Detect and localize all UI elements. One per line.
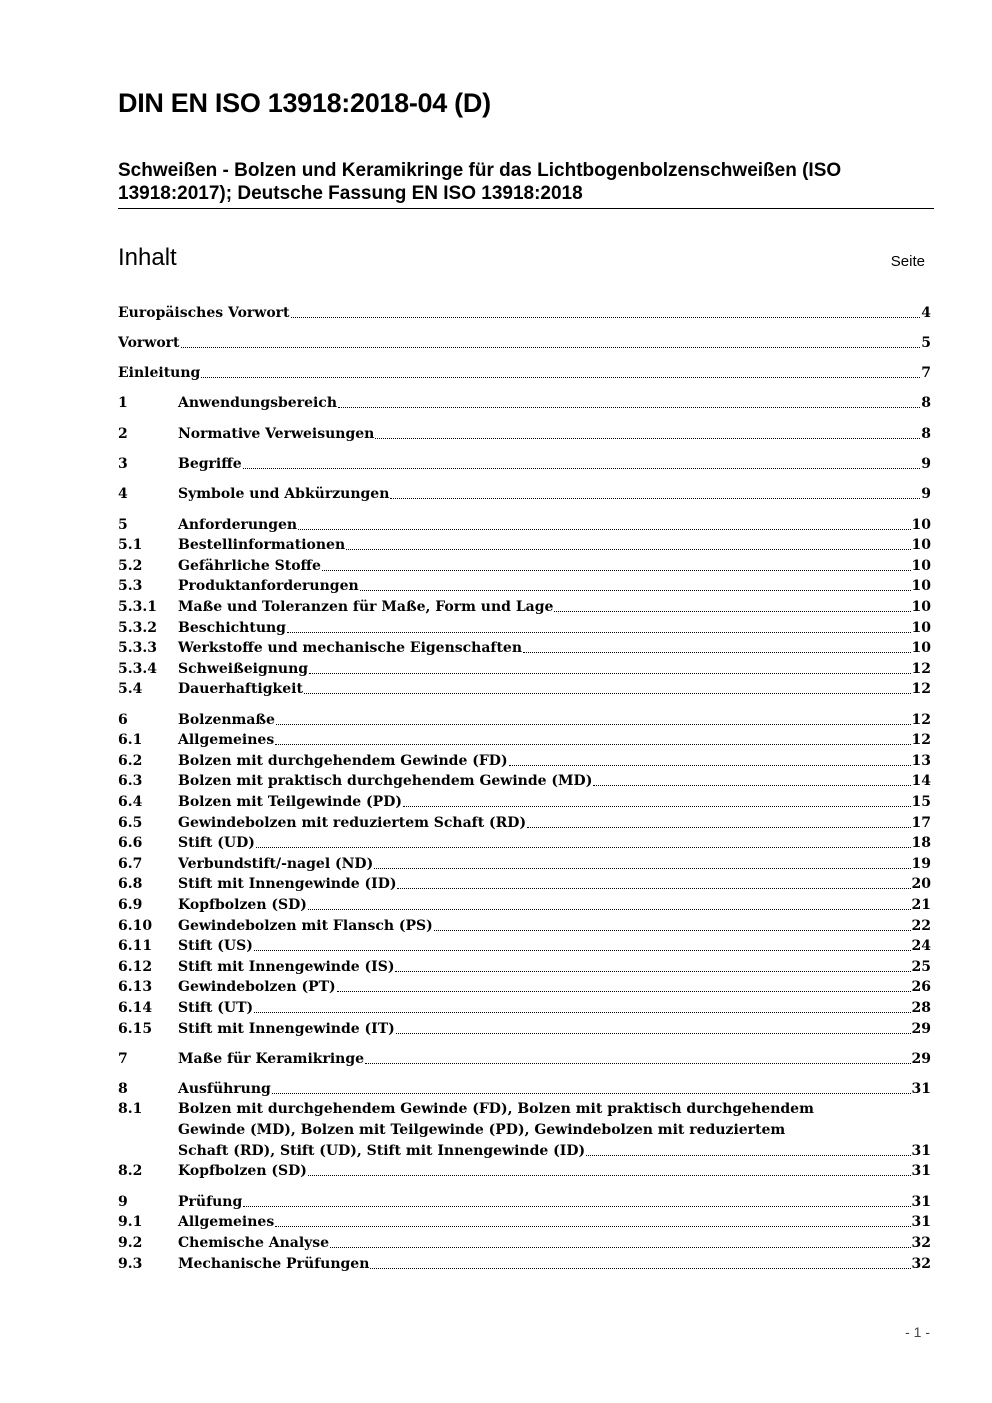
toc-entry-number: 3 (118, 456, 128, 472)
dot-leader (554, 611, 910, 612)
dot-leader (360, 590, 911, 591)
toc-entry-title: Stift mit Innengewinde (IT) (178, 1020, 395, 1037)
toc-entry-page: 21 (911, 896, 931, 913)
toc-entry[interactable] (118, 576, 931, 597)
dot-leader (291, 317, 921, 318)
toc-entry-page: 13 (911, 752, 931, 769)
toc-entry[interactable] (118, 1212, 931, 1233)
toc-entry-title: Chemische Analyse (178, 1234, 330, 1251)
toc-entry-number: 5 (118, 516, 128, 533)
toc-entry-number: 8.2 (118, 1163, 143, 1180)
toc-entry-number: 8 (118, 1081, 128, 1098)
toc-entry-number: 6.7 (118, 855, 143, 872)
dot-leader (527, 827, 910, 828)
toc-entry[interactable] (118, 812, 931, 833)
dot-leader (243, 1206, 910, 1207)
toc-entry-title-line-1: Bolzen mit durchgehendem Gewinde (FD), Bolzen mit praktisch durchgehendem (178, 1101, 814, 1118)
toc-entry-number: 6.5 (118, 814, 143, 831)
toc-entry-page: 25 (911, 958, 931, 975)
toc-entry-page: 7 (921, 365, 931, 382)
toc-entry-title-line-2: Gewinde (MD), Bolzen mit Teilgewinde (PD), Gewindebolzen mit reduziertem (178, 1121, 786, 1138)
toc-entry-number: 6.14 (118, 999, 153, 1016)
toc-entry-number: 9 (118, 1193, 128, 1210)
toc-entry-number: 9.2 (118, 1234, 143, 1251)
toc-entry-title: Allgemeines (178, 732, 275, 749)
toc-entry-title: Bolzen mit durchgehendem Gewinde (FD) (178, 752, 508, 769)
toc-entry-title: Maße für Keramikringe (178, 1050, 365, 1067)
toc-entry[interactable] (118, 514, 931, 535)
toc-entry-number: 1 (118, 395, 128, 412)
dot-leader (365, 1063, 910, 1064)
dot-leader (254, 1012, 910, 1013)
dot-leader (523, 652, 911, 653)
toc-entry[interactable] (118, 596, 931, 617)
toc-entry[interactable] (118, 750, 931, 771)
toc-entry-number: 4 (118, 486, 128, 503)
toc-entry-number: 5.3.3 (118, 640, 157, 657)
toc-entry-number: 6.1 (118, 732, 143, 749)
toc-entry[interactable] (118, 1048, 931, 1069)
toc-entry-title: Europäisches Vorwort (118, 304, 290, 321)
toc-entry-number: 5.3.1 (118, 598, 157, 615)
toc-entry-number: 5.1 (118, 537, 143, 554)
toc-entry[interactable] (118, 853, 931, 874)
toc-entry-title: Gewindebolzen (PT) (178, 979, 336, 996)
toc-entry[interactable] (118, 302, 931, 323)
toc-entry-number: 6.13 (118, 979, 153, 996)
toc-entry-title: Produktanforderungen (178, 578, 359, 595)
toc-entry-page: 29 (911, 1050, 931, 1067)
toc-entry-number: 9.1 (118, 1214, 143, 1231)
toc-entry-page: 4 (921, 304, 931, 321)
dot-leader (322, 570, 911, 571)
dot-leader (397, 888, 910, 889)
toc-entry-title: Bolzen mit praktisch durchgehendem Gewinde (MD) (178, 773, 593, 790)
toc-entry-title: Symbole und Abkürzungen (178, 486, 390, 503)
toc-entry[interactable] (118, 1018, 931, 1039)
toc-entry-page: 31 (911, 1081, 931, 1098)
dot-leader (287, 632, 911, 633)
toc-entry-title: Normative Verweisungen (178, 425, 375, 442)
toc-entry-page: 8 (921, 395, 931, 412)
dot-leader (298, 529, 910, 530)
dot-leader (308, 909, 911, 910)
dot-leader (275, 1226, 910, 1227)
toc-entry-page: 28 (911, 999, 931, 1016)
toc-entry[interactable] (118, 791, 931, 812)
toc-entry-number: 6.11 (118, 938, 153, 955)
toc-entry[interactable] (118, 423, 931, 444)
document-subtitle (118, 159, 934, 209)
document-number: DIN EN ISO 13918:2018-04 (D) (118, 88, 491, 118)
toc-entry[interactable] (118, 936, 931, 957)
toc-entry-page: 32 (911, 1234, 931, 1251)
dot-leader (375, 438, 920, 439)
toc-entry[interactable] (118, 638, 931, 659)
subtitle-line-2: 13918:2017); Deutsche Fassung EN ISO 13918:2018 (118, 183, 583, 204)
toc-entry-number: 6.9 (118, 896, 143, 913)
toc-entry-title: Dauerhaftigkeit (178, 681, 303, 698)
toc-entry-page: 10 (911, 598, 931, 615)
toc-entry-title: Stift mit Innengewinde (ID) (178, 876, 397, 893)
toc-entry-number: 5.2 (118, 557, 143, 574)
toc-page-column-label: Seite (890, 253, 925, 270)
dot-leader (593, 785, 910, 786)
toc-entry-number: 6.12 (118, 958, 153, 975)
toc-entry-title: Stift (UD) (178, 835, 255, 852)
toc-entry-page: 22 (911, 917, 931, 934)
toc-entry-page: 31 (911, 1214, 931, 1231)
dot-leader (586, 1155, 910, 1156)
toc-entry-page: 18 (911, 835, 931, 852)
toc-entry-page: 9 (921, 486, 931, 503)
dot-leader (338, 407, 920, 408)
toc-entry-title: Stift mit Innengewinde (IS) (178, 958, 395, 975)
toc-entry[interactable] (118, 332, 931, 353)
dot-leader (304, 693, 911, 694)
toc-entry-number: 6 (118, 711, 128, 728)
toc-entry-number: 9.3 (118, 1255, 143, 1272)
toc-entry-page: 12 (911, 711, 931, 728)
toc-entry-page: 10 (911, 537, 931, 554)
dot-leader (308, 1175, 911, 1176)
dot-leader (403, 806, 911, 807)
toc-entry-page: 10 (911, 578, 931, 595)
toc-entry[interactable] (118, 453, 931, 474)
toc-entry-number: 5.4 (118, 681, 143, 698)
dot-leader (256, 847, 911, 848)
toc-entry[interactable] (118, 1161, 931, 1182)
toc-entry-number: 5.3.4 (118, 660, 157, 677)
dot-leader (337, 991, 911, 992)
dot-leader (346, 549, 910, 550)
toc-entry-number: 5.3 (118, 578, 143, 595)
toc-entry[interactable] (118, 730, 931, 751)
toc-entry-title: Begriffe (178, 456, 242, 472)
toc-entry-page: 31 (911, 1193, 931, 1210)
dot-leader (309, 673, 910, 674)
toc-entry-continuation[interactable] (118, 1140, 931, 1161)
toc-entry-title: Bolzen mit Teilgewinde (PD) (178, 793, 402, 810)
toc-entry-page: 9 (921, 456, 931, 472)
toc-entry-page: 5 (921, 334, 931, 351)
toc-entry[interactable] (118, 956, 931, 977)
dot-leader (395, 971, 910, 972)
toc-entry-title-line-3: Schaft (RD), Stift (UD), Stift mit Innengewinde (ID) (178, 1142, 586, 1159)
toc-entry[interactable] (118, 484, 931, 505)
toc-entry-page: 20 (911, 876, 931, 893)
dot-leader (201, 377, 920, 378)
toc-entry-page: 12 (911, 732, 931, 749)
toc-entry-title: Einleitung (118, 365, 201, 382)
toc-entry-number: 6.10 (118, 917, 153, 934)
toc-entry[interactable] (118, 915, 931, 936)
toc-entry-title: Beschichtung (178, 619, 286, 636)
toc-entry-page: 29 (911, 1020, 931, 1037)
subtitle-line-1: Schweißen - Bolzen und Keramikringe für das Lichtbogenbolzenschweißen (ISO (118, 160, 842, 181)
toc-entry[interactable] (118, 709, 931, 730)
toc-entry[interactable] (118, 771, 931, 792)
toc-entry-title: Bestellinformationen (178, 537, 346, 554)
dot-leader (396, 1033, 911, 1034)
toc-entry-title: Allgemeines (178, 1214, 275, 1231)
toc-entry-multiline[interactable] (118, 1099, 931, 1120)
toc-entry-number: 5.3.2 (118, 619, 157, 636)
toc-entry-title: Ausführung (178, 1081, 271, 1098)
toc-entry-number: 7 (118, 1050, 128, 1067)
toc-entry-title: Anforderungen (178, 516, 298, 533)
toc-entry-title: Mechanische Prüfungen (178, 1255, 370, 1272)
toc-entry-number: 8.1 (118, 1101, 143, 1118)
toc-entry-title: Bolzenmaße (178, 711, 275, 728)
toc-entry[interactable] (118, 658, 931, 679)
toc-entry-title: Gewindebolzen mit Flansch (PS) (178, 917, 433, 934)
toc-entry[interactable] (118, 535, 931, 556)
toc-entry[interactable] (118, 393, 931, 414)
toc-entry-number: 2 (118, 425, 128, 442)
dot-leader (254, 950, 911, 951)
toc-entry-page: 31 (911, 1142, 931, 1159)
toc-entry-page: 32 (911, 1255, 931, 1272)
toc-entry-title: Werkstoffe und mechanische Eigenschaften (178, 640, 522, 657)
toc-entry-title: Stift (UT) (178, 999, 254, 1016)
dot-leader (509, 765, 911, 766)
toc-entry-number: 6.2 (118, 752, 143, 769)
toc-entry-continuation (118, 1120, 931, 1141)
toc-entry-title: Vorwort (118, 334, 180, 351)
toc-entry-page: 26 (911, 979, 931, 996)
toc-entry[interactable] (118, 555, 931, 576)
toc-entry[interactable] (118, 1232, 931, 1253)
dot-leader (272, 1093, 911, 1094)
toc-entry-title: Anwendungsbereich (178, 395, 337, 412)
toc-entry-page: 8 (921, 425, 931, 442)
toc-entry-page: 17 (911, 814, 931, 831)
dot-leader (390, 498, 920, 499)
toc-entry-page: 10 (911, 640, 931, 657)
toc-entry-title: Verbundstift/-nagel (ND) (178, 855, 374, 872)
toc-entry[interactable] (118, 679, 931, 700)
toc-entry[interactable] (118, 1191, 931, 1212)
toc-entry-title: Kopfbolzen (SD) (178, 896, 307, 913)
toc-entry-page: 14 (911, 773, 931, 790)
toc-entry[interactable] (118, 894, 931, 915)
toc-entry-title: Kopfbolzen (SD) (178, 1163, 307, 1180)
toc-entry-title: Schweißeignung (178, 660, 309, 677)
dot-leader (374, 868, 910, 869)
toc-entry-page: 31 (911, 1163, 931, 1180)
toc-entry-title: Maße und Toleranzen für Maße, Form und Lage (178, 598, 554, 615)
toc-heading: Inhalt (118, 244, 177, 271)
toc-entry-number: 6.8 (118, 876, 143, 893)
toc-entry-page: 12 (911, 681, 931, 698)
toc-entry-page: 10 (911, 557, 931, 574)
dot-leader (275, 744, 910, 745)
toc-entry-page: 12 (911, 660, 931, 677)
dot-leader (243, 468, 921, 469)
toc-entry-title: Gefährliche Stoffe (178, 557, 321, 574)
dot-leader (181, 347, 921, 348)
toc-entry[interactable] (118, 617, 931, 638)
toc-entry[interactable] (118, 363, 931, 384)
toc-entry-page: 15 (911, 793, 931, 810)
dot-leader (370, 1268, 910, 1269)
toc-entry[interactable] (118, 874, 931, 895)
toc-entry-number: 6.3 (118, 773, 143, 790)
toc-entry-title: Gewindebolzen mit reduziertem Schaft (RD) (178, 814, 527, 831)
toc-entry-number: 6.4 (118, 793, 143, 810)
page-number: - 1 - (905, 1324, 930, 1340)
toc-entry-page: 10 (911, 619, 931, 636)
dot-leader (434, 930, 911, 931)
dot-leader (276, 724, 911, 725)
toc-entry-page: 10 (911, 516, 931, 533)
toc-entry-number: 6.6 (118, 835, 143, 852)
toc-entry-title: Prüfung (178, 1193, 243, 1210)
toc-entry-number: 6.15 (118, 1020, 153, 1037)
toc-entry-page: 24 (911, 938, 931, 955)
toc-entry-page: 19 (911, 855, 931, 872)
toc-entry[interactable] (118, 997, 931, 1018)
toc-entry-title: Stift (US) (178, 938, 253, 955)
toc-entry[interactable] (118, 833, 931, 854)
toc-entry[interactable] (118, 977, 931, 998)
table-of-contents (118, 302, 931, 1274)
toc-entry[interactable] (118, 1078, 931, 1099)
toc-entry[interactable] (118, 1253, 931, 1274)
dot-leader (330, 1247, 910, 1248)
